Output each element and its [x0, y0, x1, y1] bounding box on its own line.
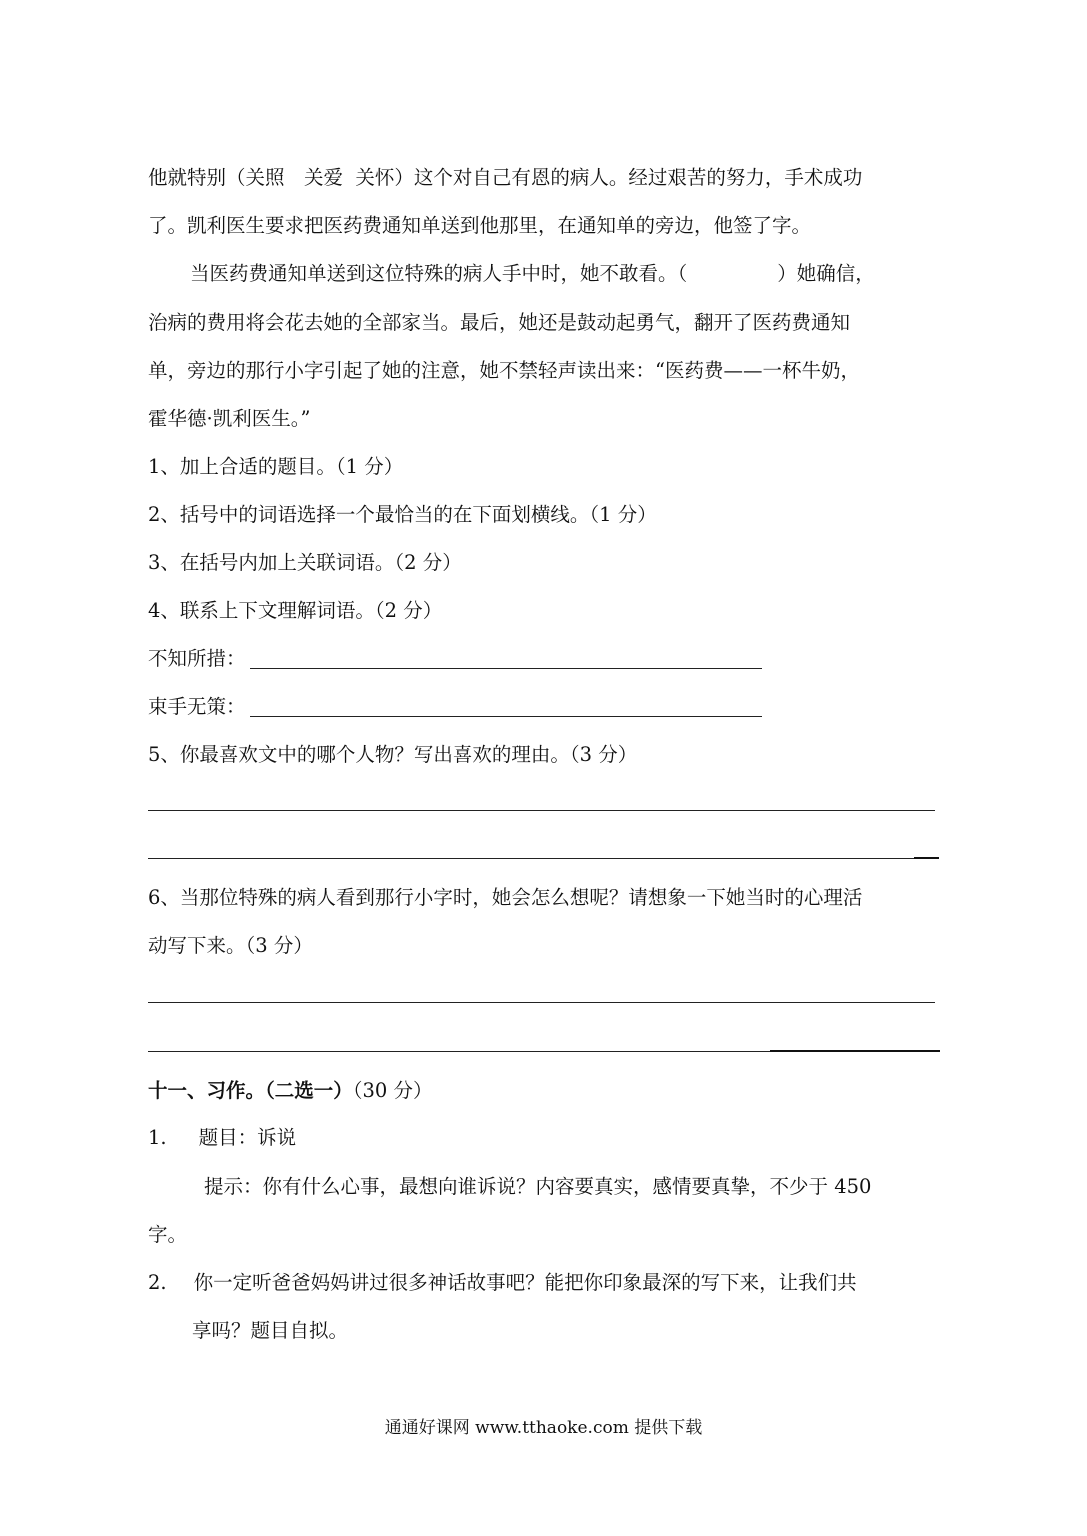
- passage-line: [190, 264, 875, 284]
- question-1: 1、加上合适的题目。（1 分）: [148, 455, 404, 478]
- section-score: （30 分）: [352, 1079, 433, 1102]
- question-6-cont: 动写下来。（3 分）: [148, 934, 313, 957]
- question-3: 3、在括号内加上关联词语。（2 分）: [148, 551, 462, 574]
- question-6: 6、当那位特殊的病人看到那行小字时，她会怎么想呢？请想象一下她当时的心理活: [148, 886, 863, 909]
- answer-line[interactable]: [148, 810, 935, 811]
- term-label: 束手无策：: [148, 695, 246, 718]
- option-number: 1.: [148, 1126, 167, 1149]
- section-title: 十一、习作。（二选一）: [148, 1079, 353, 1102]
- term-row: [148, 649, 762, 669]
- passage-line: 治病的费用将会花去她的全部家当。最后，她还是鼓动起勇气，翻开了医药费通知: [148, 311, 851, 334]
- page-footer: 通通好课网 www.tthaoke.com 提供下载: [384, 1418, 703, 1438]
- option-2-cont: 享吗？题目自拟。: [192, 1319, 349, 1342]
- answer-line[interactable]: [250, 650, 762, 669]
- question-4: 4、联系上下文理解词语。（2 分）: [148, 599, 443, 622]
- answer-line[interactable]: [250, 698, 762, 717]
- option-1-hint: 提示：你有什么心事，最想向谁诉说？内容要真实，感情要真挚，不少于 450: [204, 1175, 872, 1198]
- option-title: 题目：诉说: [198, 1126, 297, 1149]
- answer-line[interactable]: [148, 858, 914, 859]
- option-1-hint-cont: 字。: [148, 1223, 188, 1246]
- passage-line: 了。凯利医生要求把医药费通知单送到他那里，在通知单的旁边，他签了字。: [148, 214, 812, 237]
- question-5: 5、你最喜欢文中的哪个人物？写出喜欢的理由。（3 分）: [148, 743, 638, 766]
- passage-line: 他就特别（关照 关爱 关怀）这个对自己有恩的病人。经过艰苦的努力，手术成功: [148, 166, 863, 189]
- passage-text: ）她确信，: [777, 262, 875, 285]
- option-number: 2.: [148, 1271, 167, 1294]
- answer-line[interactable]: [148, 1051, 770, 1052]
- option-text: 你一定听爸爸妈妈讲过很多神话故事吧？能把你印象最深的写下来，让我们共: [193, 1271, 857, 1294]
- option-2: [148, 1273, 857, 1293]
- passage-text: 当医药费通知单送到这位特殊的病人手中时，她不敢看。（: [190, 262, 688, 285]
- question-2: 2、括号中的词语选择一个最恰当的在下面划横线。（1 分）: [148, 503, 657, 526]
- term-label: 不知所措：: [148, 647, 246, 670]
- term-row: [148, 697, 762, 717]
- section-heading: [148, 1081, 433, 1101]
- passage-line: 霍华德·凯利医生。”: [148, 407, 311, 430]
- option-1: [148, 1128, 296, 1148]
- answer-line-end: [914, 857, 939, 859]
- passage-line: 单，旁边的那行小字引起了她的注意，她不禁轻声读出来：“医药费——一杯牛奶，: [148, 359, 860, 382]
- answer-line[interactable]: [148, 1002, 935, 1003]
- answer-line-end: [770, 1050, 940, 1052]
